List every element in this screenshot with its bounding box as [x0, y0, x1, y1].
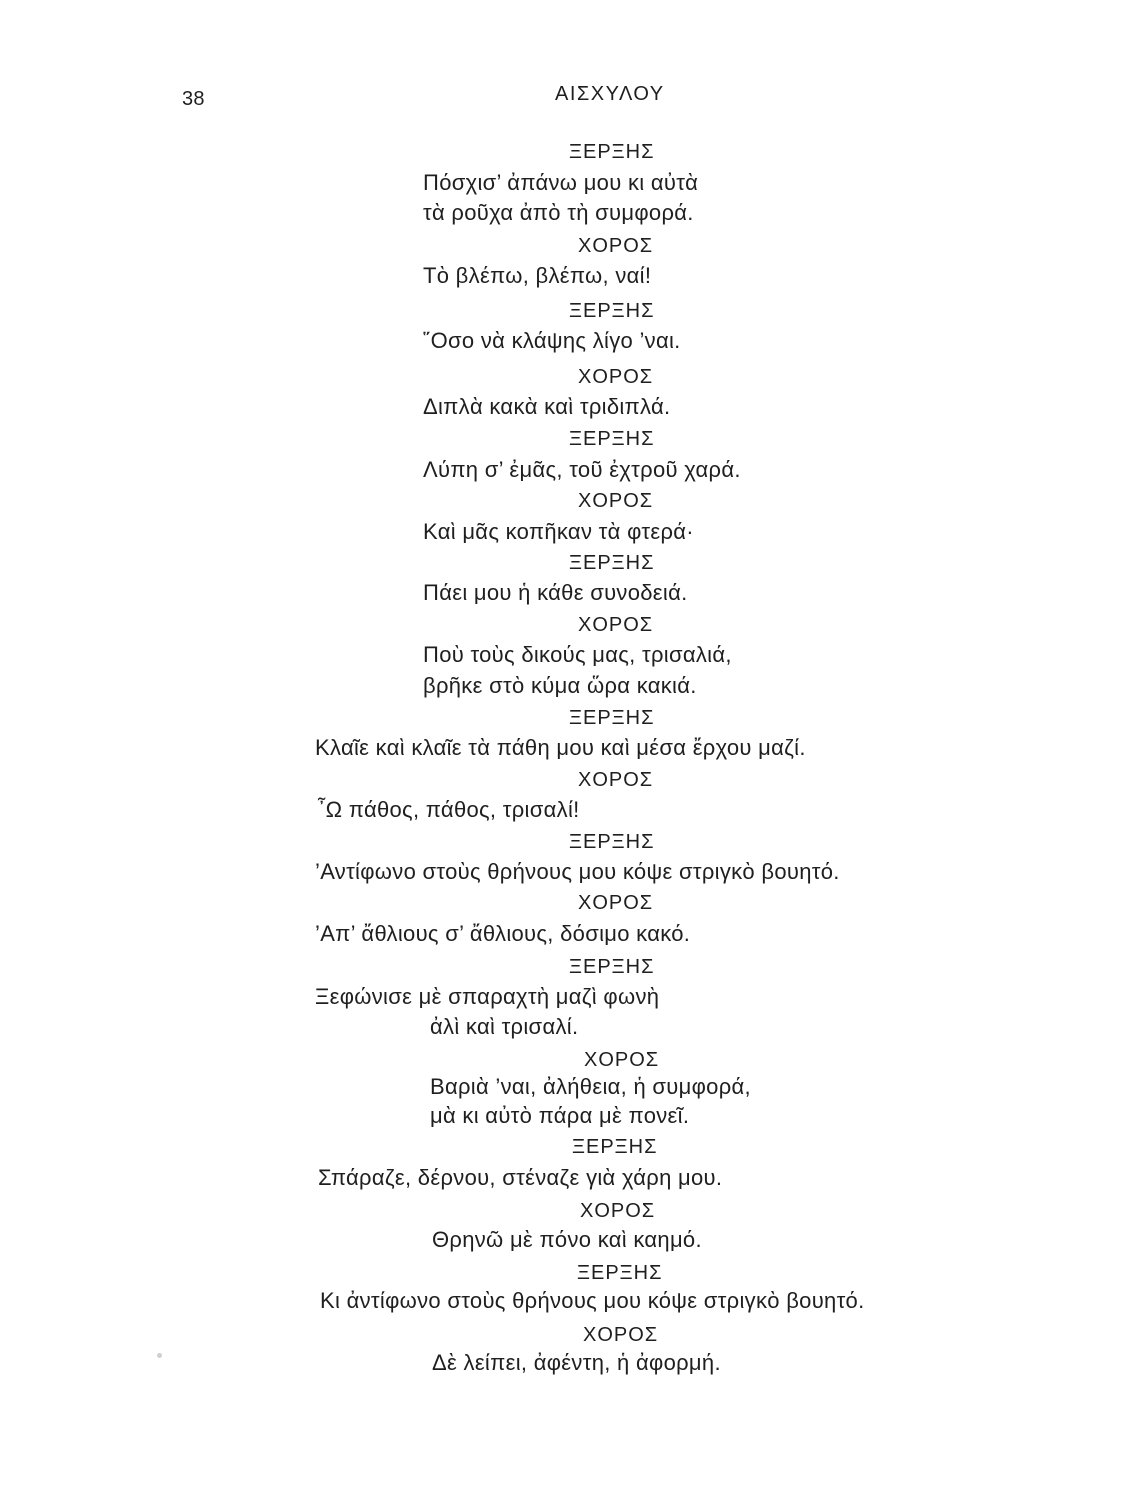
verse-line: Σπάραζε, δέρνου, στέναζε γιὰ χάρη μου.	[318, 1165, 723, 1190]
speaker-name: ΞΕΡΞΗΣ	[569, 141, 655, 163]
speaker-name: ΧΟΡΟΣ	[584, 1049, 660, 1071]
verse-line: Θρηνῶ μὲ πόνο καὶ καημό.	[432, 1227, 702, 1252]
speaker-name: ΞΕΡΞΗΣ	[569, 300, 655, 322]
verse-line: Κλαῖε καὶ κλαῖε τὰ πάθη μου καὶ μέσα ἔρχου μαζί.	[315, 735, 806, 760]
speaker-name: ΞΕΡΞΗΣ	[569, 831, 655, 853]
speaker-name: ΞΕΡΞΗΣ	[569, 428, 655, 450]
speaker-name: ΧΟΡΟΣ	[580, 1200, 656, 1222]
paper-speck	[157, 1353, 162, 1358]
verse-line: Πάει μου ἡ κάθε συνοδειά.	[423, 580, 688, 605]
speaker-name: ΞΕΡΞΗΣ	[569, 707, 655, 729]
verse-line: Ξεφώνισε μὲ σπαραχτὴ μαζὶ φωνὴ	[315, 984, 660, 1009]
speaker-name: ΧΟΡΟΣ	[578, 366, 654, 388]
speaker-name: ΧΟΡΟΣ	[578, 769, 654, 791]
speaker-name: ΞΕΡΞΗΣ	[572, 1136, 658, 1158]
verse-line: Τὸ βλέπω, βλέπω, ναί!	[423, 263, 652, 288]
speaker-name: ΧΟΡΟΣ	[578, 235, 654, 257]
verse-line: ῞Οσο νὰ κλάψης λίγο ’ναι.	[423, 328, 681, 353]
verse-line: Διπλὰ κακὰ καὶ τριδιπλά.	[423, 394, 671, 419]
verse-line: ’Απ’ ἄθλιους σ’ ἄθλιους, δόσιμο κακό.	[315, 921, 691, 946]
page-number: 38	[182, 88, 205, 110]
speaker-name: ΞΕΡΞΗΣ	[577, 1262, 663, 1284]
verse-line: ἀλὶ καὶ τρισαλί.	[430, 1014, 579, 1039]
verse-line: ῏Ω πάθος, πάθος, τρισαλί!	[318, 797, 580, 822]
speaker-name: ΧΟΡΟΣ	[583, 1324, 659, 1346]
verse-line: Λύπη σ’ ἐμᾶς, τοῦ ἐχτροῦ χαρά.	[423, 457, 741, 482]
speaker-name: ΞΕΡΞΗΣ	[569, 956, 655, 978]
verse-line: τὰ ροῦχα ἀπὸ τὴ συμφορά.	[423, 200, 694, 225]
verse-line: Ποὺ τοὺς δικούς μας, τρισαλιά,	[423, 642, 732, 667]
verse-line: βρῆκε στὸ κύμα ὥρα κακιά.	[423, 673, 697, 698]
verse-line: Πόσχισ’ ἀπάνω μου κι αὐτὰ	[423, 170, 699, 195]
speaker-name: ΧΟΡΟΣ	[578, 490, 654, 512]
speaker-name: ΧΟΡΟΣ	[578, 614, 654, 636]
speaker-name: ΞΕΡΞΗΣ	[569, 552, 655, 574]
verse-line: μὰ κι αὐτὸ πάρα μὲ πονεῖ.	[430, 1103, 690, 1128]
verse-line: Βαριὰ ’ναι, ἀλήθεια, ἡ συμφορά,	[430, 1074, 751, 1099]
speaker-name: ΧΟΡΟΣ	[578, 892, 654, 914]
verse-line: Κι ἀντίφωνο στοὺς θρήνους μου κόψε στριγκὸ βουητό.	[320, 1288, 865, 1313]
verse-line: Δὲ λείπει, ἀφέντη, ἡ ἀφορμή.	[432, 1350, 721, 1375]
running-head: ΑΙΣΧΥΛΟΥ	[555, 83, 665, 105]
verse-line: ’Αντίφωνο στοὺς θρήνους μου κόψε στριγκὸ βουητό.	[315, 859, 840, 884]
verse-line: Καὶ μᾶς κοπῆκαν τὰ φτερά·	[423, 519, 694, 544]
